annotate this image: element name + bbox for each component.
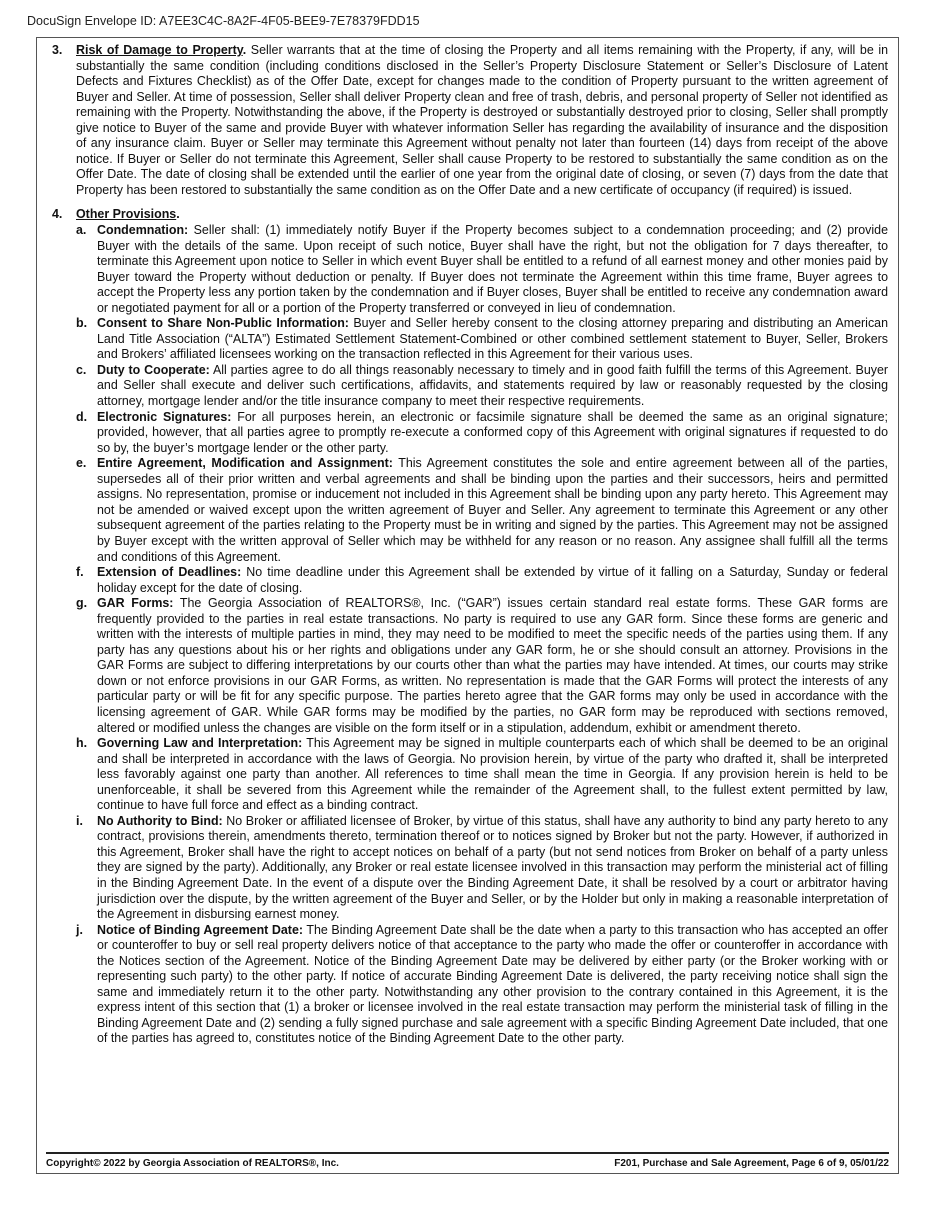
- provision-text: This Agreement constitutes the sole and entire agreement between all of the parties, supersedes all of their prior written and verbal agreements and shall be binding upon the parties and their successors, heirs and permitted assigns. No representation, promise or inducement not included in this Agreement shall be binding upon any party hereto. This Agreement may not be amended or waived except upon the written agreement of Buyer and Seller. Any agreement to terminate this Agreement or any other subsequent agreement of the parties relating to the Property must be in writing and signed by the parties. This Agreement may not be assigned by Buyer except with the written approval of Seller which may be withheld for any reason or no reason. Any assignee shall fulfill all the terms and conditions of this Agreement.: [97, 456, 888, 564]
- section-heading-period: .: [242, 43, 247, 57]
- provision-body: [97, 923, 888, 1047]
- docusign-envelope-id: DocuSign Envelope ID: A7EE3C4C-8A2F-4F05-BEE9-7E78379FDD15: [27, 14, 420, 28]
- provision-label: Extension of Deadlines:: [97, 565, 242, 580]
- provision-letter: a.: [76, 223, 87, 238]
- section-body: [76, 207, 888, 1047]
- provision-letter: g.: [76, 596, 88, 611]
- provision-body: [97, 736, 888, 814]
- provision-gar-forms: [76, 596, 888, 736]
- footer-copyright: Copyright© 2022 by Georgia Association of REALTORS®, Inc.: [46, 1158, 339, 1169]
- provision-letter: b.: [76, 316, 88, 331]
- provision-consent-to-share: [76, 316, 888, 363]
- provision-label: Electronic Signatures:: [97, 409, 232, 424]
- footer-form-info: F201, Purchase and Sale Agreement, Page 6 of 9, 05/01/22: [614, 1158, 889, 1169]
- provision-governing-law: [76, 736, 888, 814]
- provision-body: [97, 596, 888, 736]
- provision-body: [97, 814, 888, 923]
- provision-letter: f.: [76, 565, 84, 580]
- provision-text: For all purposes herein, an electronic or facsimile signature shall be deemed the same as an original signature; provided, however, that all parties agree to promptly re-execute a conformed copy of this Agreement with original signatures if requested to do so by, the buyer’s mortgage lender or the other party.: [97, 409, 888, 455]
- section-number: 3.: [52, 43, 63, 57]
- footer-divider: [46, 1152, 889, 1154]
- provision-label: Governing Law and Interpretation:: [97, 736, 303, 751]
- provision-text: No Broker or affiliated licensee of Broker, by virtue of this status, shall have any authority to bind any party hereto to any contract, provisions therein, amendments thereto, termination thereof or to notices signed by Broker but not the party. However, if authorized in this Agreement, Broker shall have the right to accept notices on behalf of a party (but not send notices from Broker on behalf of a party unless they are signed by the party). Additionally, any Broker or real estate licensee involved in this transaction may perform the ministerial act of filling in the Binding Agreement Date. In the event of a dispute over the Binding Agreement Date, it shall be resolved by a court or arbitrator having jurisdiction over the dispute, by the written agreement of the Buyer and Seller, or by the Holder but only in making a reasonable interpretation of the Agreement in disbursing earnest money.: [97, 813, 888, 922]
- provision-text: No time deadline under this Agreement shall be extended by virtue of it falling on a Saturday, Sunday or federal holiday except for the date of closing.: [97, 565, 888, 595]
- section-text: Seller warrants that at the time of closing the Property and all items remaining with the Property, if any, will be in substantially the same condition (including conditions disclosed in the Seller’s Property Disclosure Statement or Seller’s Disclosure of Latent Defects and Fixtures Checklist) as of the Offer Date, except for changes made to the condition of Property pursuant to the written agreement of Buyer and Seller. At time of possession, Seller shall deliver Property clean and free of trash, debris, and personal property of Seller not identified as remaining with the Property. Notwithstanding the above, if the Property is destroyed or substantially destroyed prior to closing, Seller shall promptly give notice to Buyer of the same and provide Buyer with whatever information Seller has regarding the availability of insurance and the disposition of any insurance claim. Buyer or Seller may terminate this Agreement without penalty not later than fourteen (14) days from receipt of the above notice. If Buyer or Seller do not terminate this Agreement, Seller shall cause Property to be restored to substantially the same condition as on the Offer Date. The date of closing shall be extended until the earlier of one year from the original date of closing, or seven (7) days from the date that Property has been restored to substantially the same condition as on the Offer Date and a new certificate of occupancy (if required) is issued.: [76, 43, 889, 197]
- provision-text: This Agreement may be signed in multiple counterparts each of which shall be deemed to be an original and shall be interpreted in accordance with the laws of Georgia. No provision herein, by virtue of the party who drafted it, shall be interpreted less favorably against one party than another. All references to time shall mean the time in Georgia. If any provision herein is held to be unenforceable, it shall be severed from this Agreement while the remainder of the Agreement shall, to the fullest extent permitted by law, continue to have full force and effect as a binding contract.: [97, 736, 888, 813]
- section-heading: Other Provisions: [76, 207, 177, 222]
- provision-body: [97, 565, 888, 596]
- provision-body: [97, 410, 888, 457]
- provision-letter: i.: [76, 813, 83, 828]
- document-body: [52, 43, 888, 1047]
- provision-label: Consent to Share Non-Public Information:: [97, 316, 349, 331]
- section-heading-line: [76, 207, 888, 223]
- provision-notice-of-binding-date: [76, 923, 888, 1047]
- section-heading: Risk of Damage to Property: [76, 43, 243, 57]
- provision-entire-agreement: [76, 456, 888, 565]
- provision-electronic-signatures: [76, 410, 888, 457]
- provision-letter: e.: [76, 456, 87, 471]
- provision-label: No Authority to Bind:: [97, 813, 223, 828]
- section-other-provisions: [52, 207, 888, 1047]
- provision-duty-to-cooperate: [76, 363, 888, 410]
- provision-extension-of-deadlines: [76, 565, 888, 596]
- provision-no-authority-to-bind: [76, 814, 888, 923]
- provision-text: Seller shall: (1) immediately notify Buyer if the Property becomes subject to a condemnation proceeding; and (2) provide Buyer with the details of the same. Upon receipt of such notice, Buyer shall have the right, but not the obligation for 7 days thereafter, to terminate this Agreement upon notice to Seller in which event Buyer shall be entitled to a refund of all earnest money and other monies paid by Buyer toward the Property without deduction or penalty. If Buyer does not terminate the Agreement within this time frame, Buyer agrees to accept the Property less any portion taken by the condemnation and if Buyer closes, Buyer shall be entitled to receive any condemnation award or negotiated payment for all or a portion of the Property transferred or conveyed in lieu of condemnation.: [97, 223, 888, 315]
- section-body: [76, 43, 888, 198]
- section-number: 4.: [52, 207, 63, 222]
- provision-text: The Binding Agreement Date shall be the date when a party to this transaction who has accepted an offer or counteroffer to buy or sell real property delivers notice of that acceptance to the party who made the offer or counteroffer in accordance with the Notices section of the Agreement. Notice of the Binding Agreement Date may be delivered by either party (or the Broker working with or representing such party) to the other party. If notice of accurate Binding Agreement Date is delivered, the party receiving notice shall sign the same and immediately return it to the other party. Notwithstanding any other provision to the contrary contained in this Agreement, it is the express intent of this section that (1) a broker or licensee involved in the real estate transaction may perform the ministerial task of filling in the Binding Agreement Date and (2) sending a fully signed purchase and sale agreement with a specific Binding Agreement Date included, that one of the parties has agreed to, constitutes notice of the Binding Agreement Date to the other party.: [97, 922, 888, 1046]
- provision-label: Entire Agreement, Modification and Assignment:: [97, 456, 393, 471]
- provision-label: GAR Forms:: [97, 596, 174, 611]
- provision-condemnation: [76, 223, 888, 316]
- provision-body: [97, 316, 888, 363]
- provision-body: [97, 363, 888, 410]
- provision-letter: j.: [76, 922, 83, 937]
- provision-label: Notice of Binding Agreement Date:: [97, 922, 304, 937]
- provision-text: Buyer and Seller hereby consent to the closing attorney preparing and distributing an American Land Title Association (“ALTA”) Estimated Settlement Statement-Combined or other combined settlement statement to Buyer, Seller, Brokers and Brokers’ affiliated licensees working on the transaction reflected in this Agreement for their various uses.: [97, 316, 888, 362]
- section-risk-of-damage: [52, 43, 888, 198]
- provision-text: All parties agree to do all things reasonably necessary to timely and in good faith fulfill the terms of this Agreement. Buyer and Seller shall execute and deliver such certifications, affidavits, and statements required by law or reasonably requested by the closing attorney, mortgage lender and/or the title insurance company to meet their respective requirements.: [97, 362, 889, 409]
- provision-label: Duty to Cooperate:: [97, 362, 210, 377]
- provision-letter: d.: [76, 409, 88, 424]
- provision-letter: h.: [76, 736, 88, 751]
- provision-text: The Georgia Association of REALTORS®, Inc. (“GAR”) issues certain standard real estate forms. These GAR forms are frequently provided to the parties in real estate transactions. No party is required to use any GAR form. Since these forms are generic and written with the interests of multiple parties in mind, they may need to be modified to meet the specific needs of the parties using them. If any party has any questions about his or her rights and obligations under any GAR form, he or she should consult an attorney. Provisions in the GAR Forms are subject to differing interpretations by our courts other than what the parties may have intended. At times, our courts may strike down or not enforce provisions in our GAR Forms, as written. No representation is made that the GAR Forms will protect the interests of any particular party or will be fit for any specific purpose. The parties hereto agree that the GAR forms may only be used in accordance with the licensing agreement of GAR. While GAR forms may be modified by the parties, no GAR form may be reproduced with sections removed, altered or modified unless the changes are visible on the form itself or in a stipulation, addendum, exhibit or amendment thereto.: [97, 596, 888, 735]
- page-footer: [46, 1158, 889, 1169]
- provision-letter: c.: [76, 362, 87, 377]
- section-heading-period: .: [176, 207, 180, 222]
- provision-body: [97, 456, 888, 565]
- provision-label: Condemnation:: [97, 223, 189, 238]
- provision-body: [97, 223, 888, 316]
